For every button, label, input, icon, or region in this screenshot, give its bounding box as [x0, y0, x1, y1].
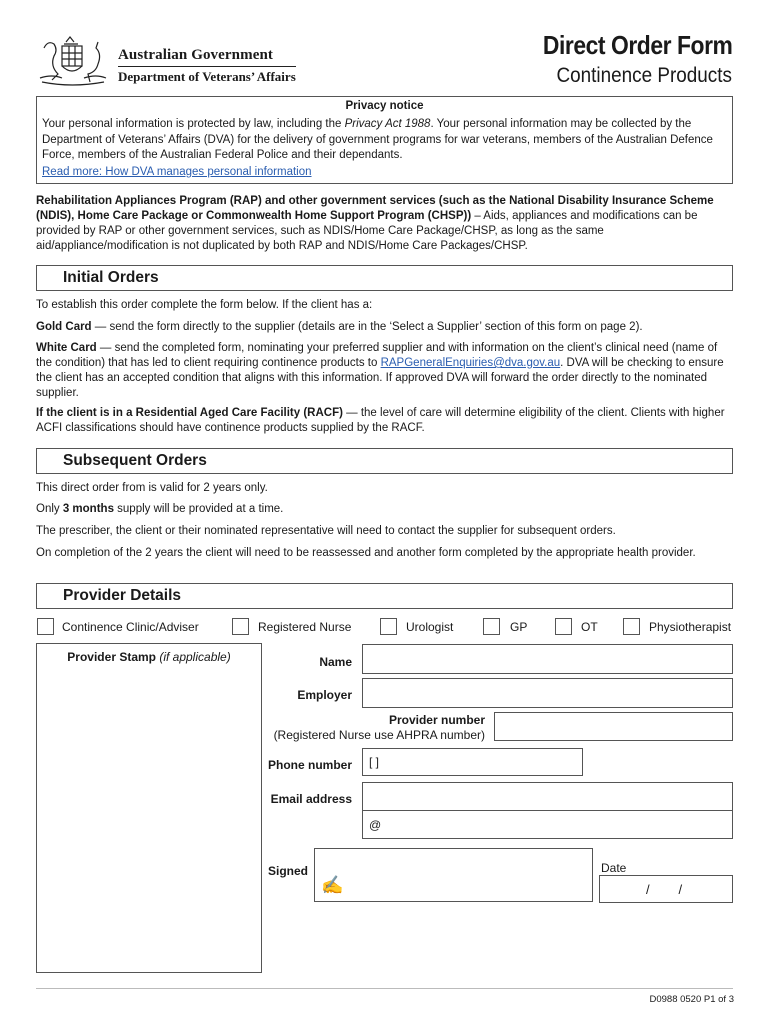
checkbox-physiotherapist[interactable]: [623, 618, 640, 635]
provider-number-label: Provider number: [388, 713, 485, 727]
australian-coat-of-arms-logo: [36, 34, 110, 88]
government-name: Australian Government: [118, 47, 274, 63]
checkbox-registered-nurse[interactable]: [232, 618, 249, 635]
name-field[interactable]: [362, 644, 733, 674]
employer-label: Employer: [297, 688, 352, 702]
provider-details-title: Provider Details: [63, 587, 182, 604]
provider-stamp-label: Provider Stamp (if applicable): [67, 650, 231, 664]
rap-paragraph: Rehabilitation Appliances Program (RAP) and other government services (such as the National Disability Insurance Scheme (NDIS), Home Care Package or Commonwealth Home Support Program (CHSP)) – Aids, appliances and modifications can be provided by RAP or other government services, such as NDIS/Home Care Package/CHSP, as long as the same aid/appliance/modification is not duplicated by both RAP and NDIS/Home Care Packages/CHSP.: [36, 195, 714, 252]
subsequent-orders-header: [36, 448, 733, 474]
signature-field[interactable]: [314, 848, 593, 902]
employer-field[interactable]: [362, 678, 733, 708]
racf-paragraph: If the client is in a Residential Aged Care Facility (RACF) — the level of care will determine eligibility of the client. Clients with higher ACFI classifications should have continence products supplied by the RACF.: [36, 407, 725, 434]
header-rule: [118, 66, 296, 67]
phone-area-code-brackets: [ ]: [369, 755, 380, 769]
label-gp: GP: [510, 620, 528, 634]
form-code: D0988 0520 P1 of 3: [649, 994, 734, 1005]
initial-orders-title: Initial Orders: [63, 269, 159, 286]
subsequent-p1: This direct order from is valid for 2 years only.: [36, 482, 268, 494]
label-continence-clinic: Continence Clinic/Adviser: [62, 620, 199, 634]
form-subtitle: Continence Products: [556, 64, 732, 87]
rap-email-link[interactable]: RAPGeneralEnquiries@dva.gov.au: [380, 357, 561, 369]
date-label: Date: [601, 861, 627, 875]
label-urologist: Urologist: [406, 620, 454, 634]
provider-stamp-box[interactable]: [36, 643, 262, 973]
checkbox-continence-clinic[interactable]: [37, 618, 54, 635]
phone-number-field[interactable]: [362, 748, 583, 776]
initial-orders-header: [36, 265, 733, 291]
email-field-line1[interactable]: [362, 782, 733, 811]
checkbox-ot[interactable]: [555, 618, 572, 635]
subsequent-p4: On completion of the 2 years the client will need to be reassessed and another form completed by the appropriate health provider.: [36, 547, 696, 559]
checkbox-gp[interactable]: [483, 618, 500, 635]
signed-label: Signed: [267, 864, 308, 878]
privacy-text: Your personal information is protected by law, including the Privacy Act 1988. Your personal information may be collected by the Department of Veterans’ Affairs (DVA) for the delivery of government programs for war veterans, members of the Australian Defence Force, members of the Australian Federal Police and their dependants.: [42, 118, 713, 161]
email-field-line2[interactable]: [362, 810, 733, 839]
subsequent-p2: Only 3 months supply will be provided at a time.: [36, 503, 284, 515]
name-label: Name: [319, 655, 352, 669]
provider-number-field[interactable]: [494, 712, 733, 741]
subsequent-orders-title: Subsequent Orders: [63, 452, 207, 469]
label-registered-nurse: Registered Nurse: [258, 620, 352, 634]
email-at-symbol: @: [369, 818, 382, 832]
subsequent-p3: The prescriber, the client or their nominated representative will need to contact the supplier for subsequent orders.: [36, 525, 616, 537]
signature-pen-icon: ✍: [321, 875, 344, 895]
email-address-label: Email address: [270, 792, 352, 806]
form-title: Direct Order Form: [542, 30, 732, 60]
date-field[interactable]: [599, 875, 733, 903]
phone-number-label: Phone number: [267, 758, 352, 772]
provider-number-note: (Registered Nurse use AHPRA number): [273, 728, 485, 742]
privacy-read-more-link[interactable]: Read more: How DVA manages personal information: [42, 166, 312, 178]
footer-rule: [36, 988, 733, 989]
initial-intro: To establish this order complete the form below. If the client has a:: [36, 299, 373, 311]
gold-card-paragraph: Gold Card — send the form directly to the supplier (details are in the ‘Select a Supplier’ section of this form on page 2).: [36, 321, 643, 333]
white-card-paragraph: White Card — send the completed form, nominating your preferred supplier and with information on the client’s clinical need (name of the condition) that has led to client requiring continence products to RAPGeneralEnquiries@dva.gov.au. DVA will be checking to ensure the client has an accepted condition that aligns with this information. If approved DVA will forward the order directly to the nominated supplier.: [36, 342, 724, 399]
label-physiotherapist: Physiotherapist: [649, 620, 732, 634]
checkbox-urologist[interactable]: [380, 618, 397, 635]
provider-details-header: [36, 583, 733, 609]
label-ot: OT: [581, 620, 598, 634]
department-name: Department of Veterans’ Affairs: [118, 69, 296, 84]
privacy-heading: Privacy notice: [345, 100, 424, 112]
date-separators: / /: [646, 882, 683, 897]
